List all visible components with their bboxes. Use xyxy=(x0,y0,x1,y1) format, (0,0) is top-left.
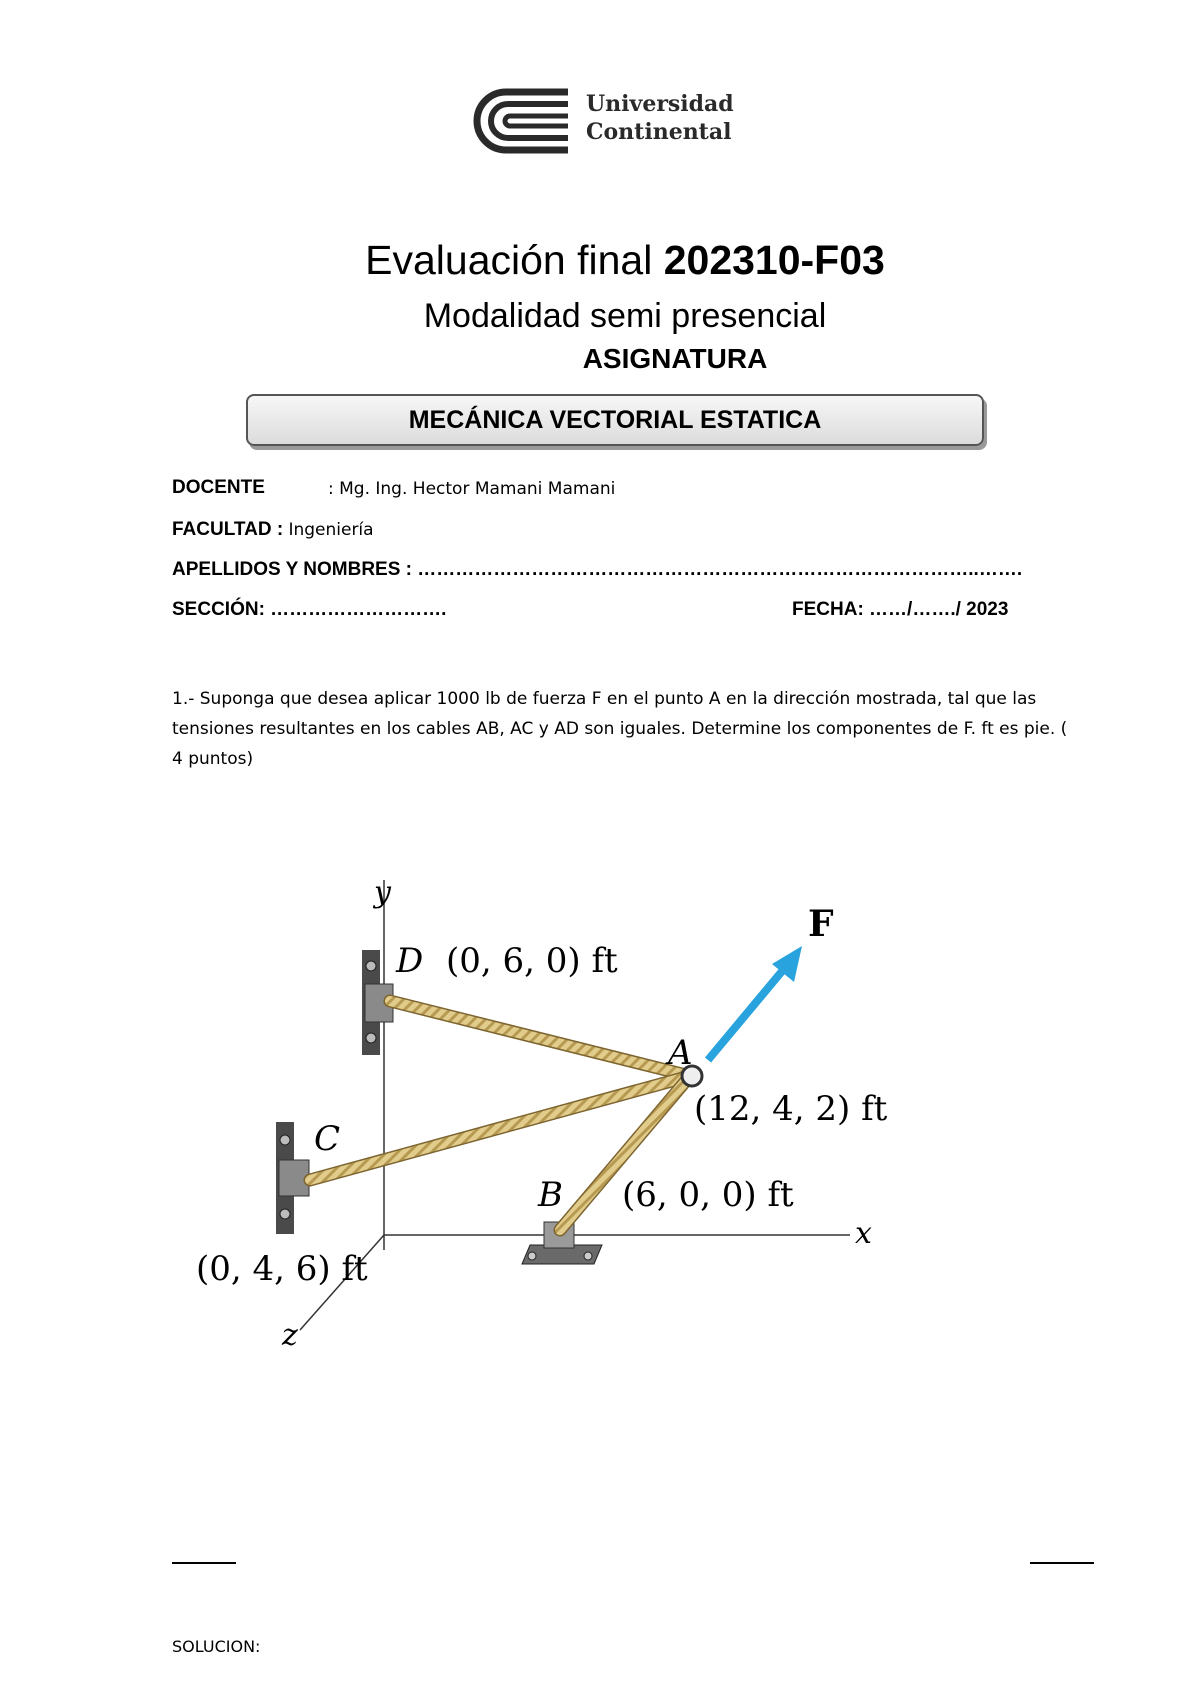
point-c-coords: (0, 4, 6) ft xyxy=(196,1249,368,1289)
universidad-continental-logo-icon xyxy=(468,86,578,156)
docente-value-row xyxy=(328,477,615,501)
course-name-box: MECÁNICA VECTORIAL ESTATICA xyxy=(246,394,984,446)
z-axis-label: z xyxy=(282,1318,298,1353)
exam-modality: Modalidad semi presencial xyxy=(423,297,827,335)
footer-rule-left xyxy=(172,1562,236,1564)
force-label: F xyxy=(808,903,834,945)
facultad-value: Ingeniería xyxy=(288,520,374,540)
exam-title-regular: Evaluación final xyxy=(365,237,664,283)
facultad-row xyxy=(172,518,374,542)
logo-line-1: Universidad xyxy=(586,91,734,117)
facultad-label: FACULTAD : xyxy=(172,519,284,540)
cable-diagram xyxy=(190,860,890,1360)
statics-figure xyxy=(190,860,890,1360)
exam-title xyxy=(0,236,1200,284)
seccion-field[interactable]: SECCIÓN: ………………………. xyxy=(172,599,447,620)
point-d-coords: (0, 6, 0) ft xyxy=(446,941,618,981)
subject-label: ASIGNATURA xyxy=(582,343,768,374)
exam-title-code: 202310-F03 xyxy=(663,237,885,283)
point-a-label: A xyxy=(668,1033,693,1073)
x-axis-label: x xyxy=(855,1216,872,1251)
docente-label: DOCENTE xyxy=(172,477,265,498)
fecha-field[interactable]: FECHA: ……/……./ 2023 xyxy=(792,599,1009,620)
point-a-coords: (12, 4, 2) ft xyxy=(694,1089,888,1129)
y-axis-label: y xyxy=(374,875,391,910)
point-b-label: B xyxy=(538,1175,563,1215)
logo-line-2: Continental xyxy=(586,119,732,145)
university-logo xyxy=(468,86,738,156)
point-c-label: C xyxy=(314,1119,341,1159)
apellidos-field[interactable]: APELLIDOS Y NOMBRES : ……………………………………………………………………………..……. xyxy=(172,559,1023,580)
solution-label: SOLUCION: xyxy=(172,1637,261,1656)
point-b-coords: (6, 0, 0) ft xyxy=(622,1175,794,1215)
footer-rule-right xyxy=(1030,1562,1094,1564)
question-1: 1.- Suponga que desea aplicar 1000 lb de fuerza F en el punto A en la dirección mostrada, tal que las tensiones resultantes en los cables AB, AC y AD son iguales. Determine los componentes de F. ft es pie. ( 4 puntos) xyxy=(172,689,1068,769)
logo-text xyxy=(586,90,734,146)
force-arrow-shaft xyxy=(708,964,788,1060)
point-d-label: D xyxy=(396,941,424,981)
docente-value: : Mg. Ing. Hector Mamani Mamani xyxy=(328,479,616,499)
